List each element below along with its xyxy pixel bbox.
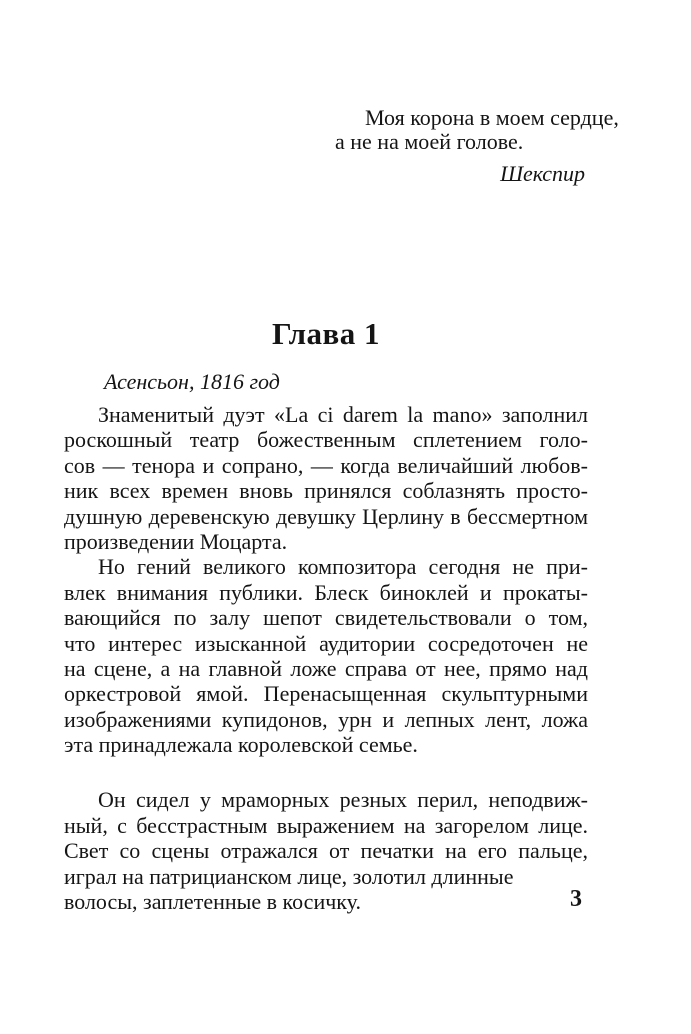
text-line: сов — тенора и сопрано, — когда величайший любов-	[64, 452, 588, 478]
paragraph	[64, 554, 588, 757]
paragraph	[64, 787, 588, 914]
chapter-title: Глава 1	[271, 316, 381, 351]
text-line: ный, с бесстрастным выражением на загорелом лице.	[64, 812, 588, 838]
text-line: изображениями купидонов, урн и лепных лент, ложа	[64, 706, 588, 732]
text-line: что интерес изысканной аудитории сосредоточен не	[64, 630, 588, 656]
text-line: влек внимания публики. Блеск биноклей и прокаты-	[64, 579, 588, 605]
epigraph-line: Моя корона в моем сердце,	[365, 105, 619, 130]
text-line: играл на патрицианском лице, золотил длинные	[64, 863, 514, 889]
paragraph	[64, 402, 588, 554]
text-line: вающийся по залу шепот свидетельствовали о том,	[64, 605, 588, 631]
epigraph	[335, 105, 619, 186]
body-text	[64, 402, 588, 914]
text-line: Он сидел у мраморных резных перил, неподвиж-	[98, 787, 588, 813]
text-line: ник всех времен вновь принялся соблазнять просто-	[64, 478, 588, 504]
epigraph-line: а не на моей голове.	[335, 128, 524, 154]
text-line: на сцене, а на главной ложе справа от нее, прямо над	[64, 655, 588, 681]
text-line: волосы, заплетенные в косичку.	[64, 889, 361, 915]
text-line: оркестровой ямой. Перенасыщенная скульптурными	[64, 681, 588, 707]
text-line: Знаменитый дуэт «La ci darem la mano» заполнил	[98, 402, 588, 427]
epigraph-attribution: Шекспир	[500, 161, 585, 186]
text-line: Но гений великого композитора сегодня не при-	[98, 554, 588, 580]
dateline: Асенсьон, 1816 год	[104, 369, 280, 394]
page-number: 3	[570, 886, 582, 912]
text-line: душную деревенскую девушку Церлину в бессмертном	[64, 503, 588, 529]
text-line: роскошный театр божественным сплетением голо-	[64, 427, 588, 453]
text-line: Свет со сцены отражался от печатки на его пальце,	[64, 838, 588, 864]
text-line: эта принадлежала королевской семье.	[64, 732, 418, 758]
text-line: произведении Моцарта.	[64, 528, 288, 554]
